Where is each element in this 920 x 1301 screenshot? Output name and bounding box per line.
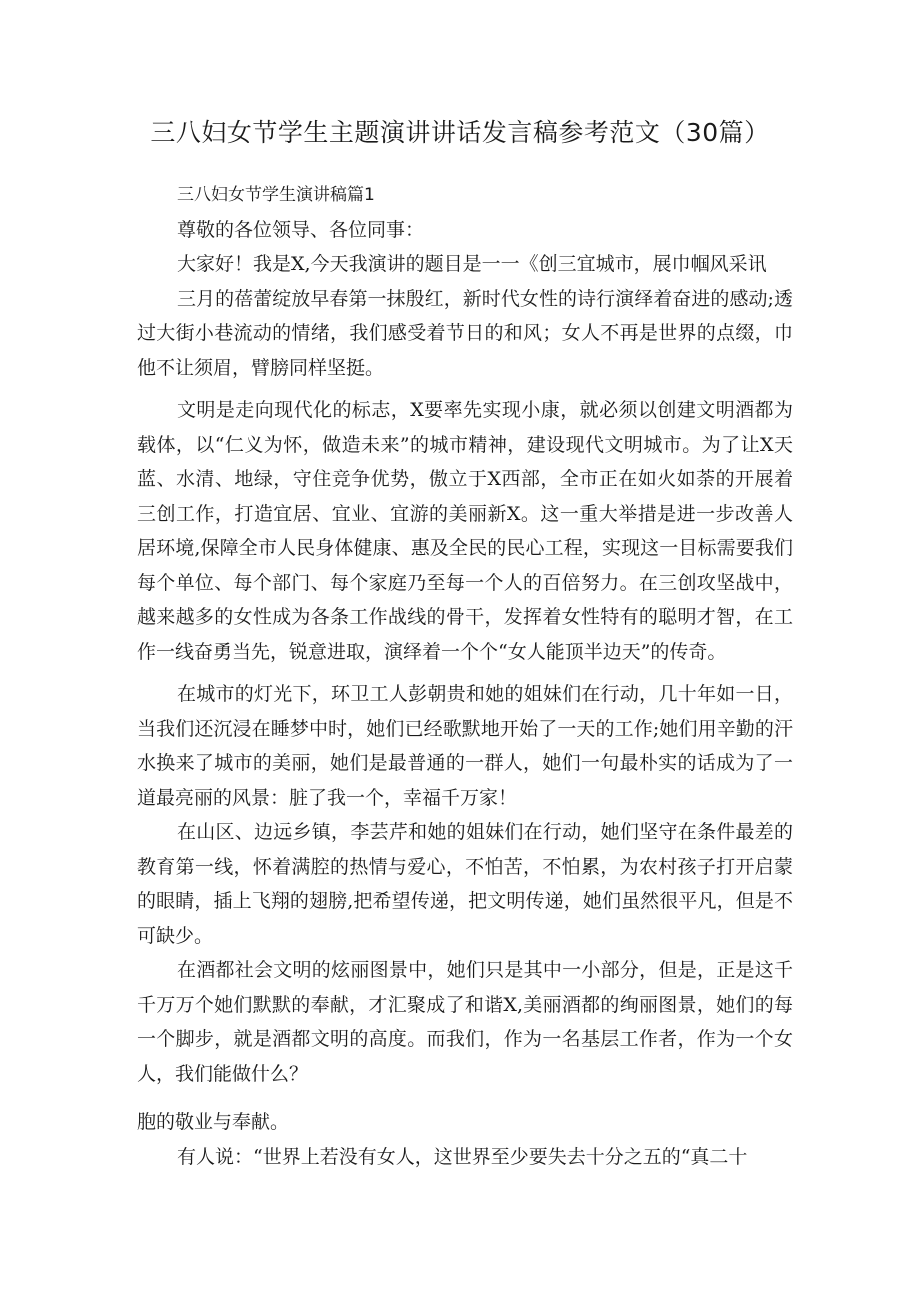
paragraph-fragment: 胞的敬业与奉献。 (137, 1111, 290, 1133)
document-body (137, 178, 793, 1174)
paragraph-sanitation-workers: 在城市的灯光下，环卫工人彭朝贵和她的姐妹们在行动，几十年如一日，当我们还沉浸在睡梦中时，她们已经歌默地开始了一天的工作;她们用辛勤的汗水换来了城市的美丽，她们是最普通的一群人，她们一句最朴实的话成为了一道最亮丽的风景：脏了我一个，幸福千万家！ (137, 683, 793, 809)
paragraph-spring: 三月的蓓蕾绽放早春第一抹殷红，新时代女性的诗行演绎着奋进的感动;透过大街小巷流动的情绪，我们感受着节日的和风；女人不再是世界的点缀，巾他不让须眉，臂膀同样坚挺。 (137, 287, 793, 379)
section-heading: 三八妇女节学生演讲稿篇1 (177, 185, 375, 205)
document-title: 三八妇女节学生主题演讲讲话发言稿参考范文（30篇） (150, 118, 770, 147)
paragraph-rural-teachers: 在山区、边远乡镇，李芸芹和她的姐妹们在行动，她们坚守在条件最差的教育第一线，怀着满腔的热情与爱心，不怕苦，不怕累，为农村孩子打开启蒙的眼睛，插上飞翔的翅膀,把希望传递，把文明传递，她们虽然很平凡，但是不可缺少。 (137, 821, 793, 947)
paragraph-greeting: 大家好！我是X,今天我演讲的题目是一一《创三宜城市，展巾帼风采讯 (177, 253, 767, 275)
paragraph-civilization: 文明是走向现代化的标志，X要率先实现小康，就必须以创建文明酒都为载体，以“仁义为怀，做造未来”的城市精神，建设现代文明城市。为了让X天蓝、水清、地绿，守住竞争优势，傲立于X西部，全市正在如火如荼的开展着三创工作，打造宜居、宜业、宜游的美丽新X。这一重大举措是进一步改善人居环境,保障全市人民身体健康、惠及全民的民心工程，实现这一目标需要我们每个单位、每个部门、每个家庭乃至每一个人的百倍努力。在三创攻坚战中，越来越多的女性成为各条工作战线的骨干，发挥着女性特有的聪明才智，在工作一线奋勇当先，锐意进取，演绎着一个个“女人能顶半边天”的传奇。 (137, 399, 793, 663)
paragraph-quote: 有人说：“世界上若没有女人，这世界至少要失去十分之五的“真二十 (177, 1145, 748, 1168)
salutation: 尊敬的各位领导、各位同事： (177, 218, 425, 241)
paragraph-city-picture: 在酒都社会文明的炫丽图景中，她们只是其中一小部分，但是，正是这千千万万个她们默默的奉献，才汇聚成了和谐X,美丽酒都的绚丽图景，她们的每一个脚步，就是酒都文明的高度。而我们，作为一名基层工作者，作为一个女人，我们能做什么？ (137, 959, 793, 1085)
